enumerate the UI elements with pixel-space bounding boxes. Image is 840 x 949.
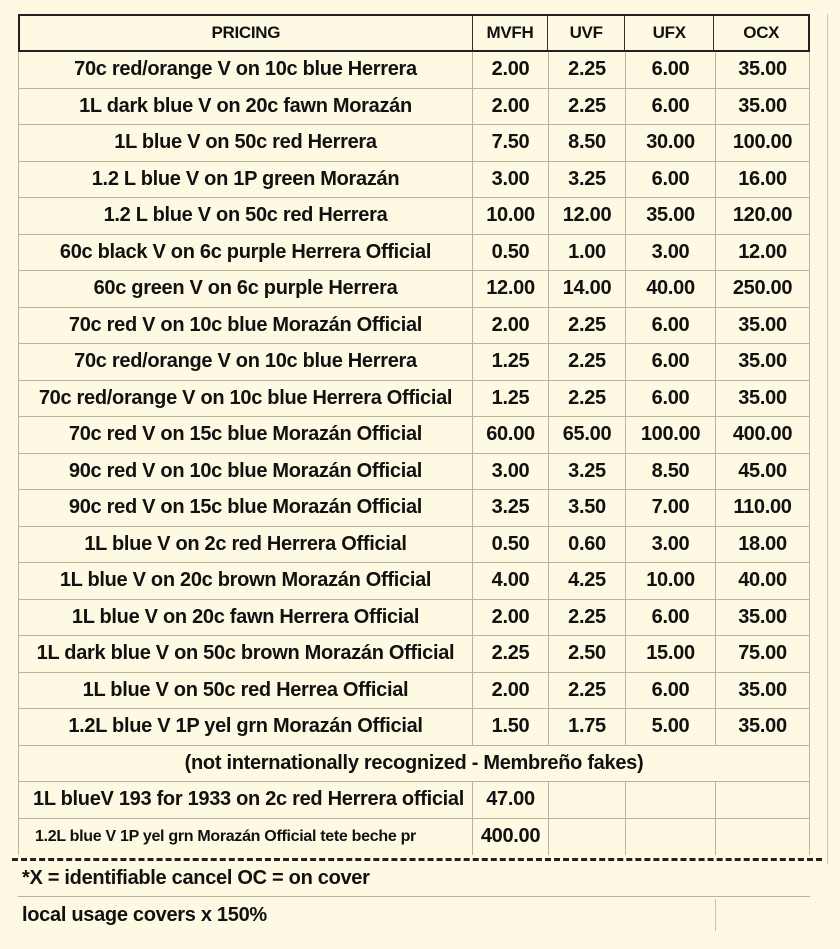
- price-mvfh: 1.25: [473, 381, 549, 417]
- price-ocx: 75.00: [716, 636, 810, 672]
- table-row: [18, 636, 810, 673]
- table-row: [18, 198, 810, 235]
- item-description: 90c red V on 15c blue Morazán Official: [18, 490, 473, 526]
- price-mvfh: 1.25: [473, 344, 549, 380]
- price-mvfh: 7.50: [473, 125, 549, 161]
- price-ocx: 35.00: [716, 344, 810, 380]
- price-mvfh: 1.50: [473, 709, 549, 745]
- table-row: [18, 417, 810, 454]
- price-ocx: 120.00: [716, 198, 810, 234]
- price-uvf: 1.00: [549, 235, 626, 271]
- item-description: 1L blue V on 50c red Herrera: [18, 125, 473, 161]
- price-ufx: [626, 819, 716, 856]
- price-mvfh: 47.00: [473, 782, 549, 818]
- item-description: 90c red V on 10c blue Morazán Official: [18, 454, 473, 490]
- price-ufx: 6.00: [626, 89, 716, 125]
- table-row: [18, 235, 810, 272]
- price-uvf: [549, 819, 626, 856]
- price-ufx: 40.00: [626, 271, 716, 307]
- footer-line-2: [18, 897, 810, 933]
- price-uvf: 65.00: [549, 417, 626, 453]
- price-ocx: 35.00: [716, 308, 810, 344]
- header-pricing: PRICING: [20, 16, 473, 50]
- item-description: 1L dark blue V on 50c brown Morazán Official: [18, 636, 473, 672]
- price-mvfh: 3.00: [473, 162, 549, 198]
- sheet-edge-line: [827, 14, 828, 864]
- item-description: 1.2 L blue V on 1P green Morazán: [18, 162, 473, 198]
- price-mvfh: 0.50: [473, 527, 549, 563]
- item-description: 1.2L blue V 1P yel grn Morazán Official: [18, 709, 473, 745]
- price-uvf: 12.00: [549, 198, 626, 234]
- price-ufx: 35.00: [626, 198, 716, 234]
- price-uvf: 3.25: [549, 162, 626, 198]
- price-ufx: 7.00: [626, 490, 716, 526]
- table-header: [18, 14, 810, 52]
- price-mvfh: 2.00: [473, 673, 549, 709]
- price-ufx: 6.00: [626, 600, 716, 636]
- item-description: 1L dark blue V on 20c fawn Morazán: [18, 89, 473, 125]
- note-text: (not internationally recognized - Membreño fakes): [18, 746, 810, 782]
- header-ocx: OCX: [743, 23, 780, 42]
- price-uvf: 3.25: [549, 454, 626, 490]
- price-uvf: 2.25: [549, 89, 626, 125]
- table-row: [18, 600, 810, 637]
- price-uvf: 4.25: [549, 563, 626, 599]
- price-mvfh: 0.50: [473, 235, 549, 271]
- price-ocx: 40.00: [716, 563, 810, 599]
- table-row: [18, 52, 810, 89]
- price-ufx: 15.00: [626, 636, 716, 672]
- item-description: 1L blue V on 20c fawn Herrera Official: [18, 600, 473, 636]
- price-mvfh: 2.00: [473, 89, 549, 125]
- price-mvfh: 400.00: [473, 819, 549, 856]
- table-row: [18, 673, 810, 710]
- price-uvf: [549, 782, 626, 818]
- price-ocx: 18.00: [716, 527, 810, 563]
- item-description: 60c black V on 6c purple Herrera Official: [18, 235, 473, 271]
- price-ufx: 6.00: [626, 52, 716, 88]
- table-row: [18, 490, 810, 527]
- price-uvf: 2.25: [549, 52, 626, 88]
- price-ocx: 12.00: [716, 235, 810, 271]
- table-row: [18, 563, 810, 600]
- header-uvf: UVF: [548, 16, 625, 50]
- item-description: 70c red V on 10c blue Morazán Official: [18, 308, 473, 344]
- price-ufx: 5.00: [626, 709, 716, 745]
- item-description: 1L blue V on 2c red Herrera Official: [18, 527, 473, 563]
- price-uvf: 0.60: [549, 527, 626, 563]
- item-description: 1L blue V on 50c red Herrea Official: [18, 673, 473, 709]
- table-row: [18, 344, 810, 381]
- table-row: [18, 125, 810, 162]
- table-row: [18, 782, 810, 819]
- price-mvfh: 4.00: [473, 563, 549, 599]
- price-ocx: 35.00: [716, 709, 810, 745]
- table-row: [18, 89, 810, 126]
- price-ocx: 16.00: [716, 162, 810, 198]
- price-uvf: 2.50: [549, 636, 626, 672]
- price-uvf: 2.25: [549, 308, 626, 344]
- price-ocx: 35.00: [716, 52, 810, 88]
- price-ufx: 6.00: [626, 673, 716, 709]
- table-row: [18, 308, 810, 345]
- price-mvfh: 12.00: [473, 271, 549, 307]
- price-uvf: 2.25: [549, 673, 626, 709]
- price-ocx: 35.00: [716, 600, 810, 636]
- price-ufx: 6.00: [626, 344, 716, 380]
- price-ocx: 35.00: [716, 381, 810, 417]
- price-ufx: 3.00: [626, 527, 716, 563]
- price-mvfh: 2.25: [473, 636, 549, 672]
- header-ufx: UFX: [625, 16, 715, 50]
- price-uvf: 2.25: [549, 344, 626, 380]
- item-description: 70c red/orange V on 10c blue Herrera: [18, 344, 473, 380]
- price-ocx: 45.00: [716, 454, 810, 490]
- price-ocx: 35.00: [716, 673, 810, 709]
- price-uvf: 2.25: [549, 381, 626, 417]
- price-ocx: [716, 782, 810, 818]
- item-description: 1L blueV 193 for 1933 on 2c red Herrera official: [18, 782, 473, 818]
- price-mvfh: 2.00: [473, 308, 549, 344]
- price-ocx: 110.00: [716, 490, 810, 526]
- price-ufx: 3.00: [626, 235, 716, 271]
- price-uvf: 8.50: [549, 125, 626, 161]
- price-ufx: [626, 782, 716, 818]
- item-description: 70c red/orange V on 10c blue Herrera: [18, 52, 473, 88]
- price-uvf: 1.75: [549, 709, 626, 745]
- price-uvf: 3.50: [549, 490, 626, 526]
- price-ufx: 10.00: [626, 563, 716, 599]
- price-mvfh: 3.00: [473, 454, 549, 490]
- table-row: [18, 381, 810, 418]
- footer-line-1: [18, 861, 810, 897]
- price-ocx: 250.00: [716, 271, 810, 307]
- price-ufx: 6.00: [626, 162, 716, 198]
- price-ocx: 35.00: [716, 89, 810, 125]
- price-mvfh: 2.00: [473, 52, 549, 88]
- price-ufx: 6.00: [626, 381, 716, 417]
- price-uvf: 14.00: [549, 271, 626, 307]
- price-ocx: 100.00: [716, 125, 810, 161]
- table-row: [18, 454, 810, 491]
- header-mvfh: MVFH: [473, 16, 549, 50]
- footer-legend-text: *X = identifiable cancel OC = on cover: [22, 867, 370, 889]
- column-divider: [715, 899, 716, 931]
- price-mvfh: 10.00: [473, 198, 549, 234]
- item-description: 60c green V on 6c purple Herrera: [18, 271, 473, 307]
- table-row: [18, 709, 810, 746]
- price-ocx: [716, 819, 810, 856]
- price-mvfh: 3.25: [473, 490, 549, 526]
- note-row: [18, 746, 810, 783]
- price-ocx: 400.00: [716, 417, 810, 453]
- price-mvfh: 60.00: [473, 417, 549, 453]
- price-mvfh: 2.00: [473, 600, 549, 636]
- table-row: [18, 527, 810, 564]
- footer-usage-text: local usage covers x 150%: [22, 903, 267, 926]
- item-description: 70c red/orange V on 10c blue Herrera Official: [18, 381, 473, 417]
- table-body: [18, 52, 810, 746]
- pricing-sheet: [18, 14, 810, 933]
- item-description: 1L blue V on 20c brown Morazán Official: [18, 563, 473, 599]
- table-row: [18, 819, 810, 856]
- item-description: 1.2L blue V 1P yel grn Morazán Official tete beche pr: [18, 819, 473, 856]
- item-description: 1.2 L blue V on 50c red Herrera: [18, 198, 473, 234]
- table-row: [18, 271, 810, 308]
- item-description: 70c red V on 15c blue Morazán Official: [18, 417, 473, 453]
- table-row: [18, 162, 810, 199]
- price-ufx: 6.00: [626, 308, 716, 344]
- price-uvf: 2.25: [549, 600, 626, 636]
- price-ufx: 30.00: [626, 125, 716, 161]
- price-ufx: 100.00: [626, 417, 716, 453]
- price-ufx: 8.50: [626, 454, 716, 490]
